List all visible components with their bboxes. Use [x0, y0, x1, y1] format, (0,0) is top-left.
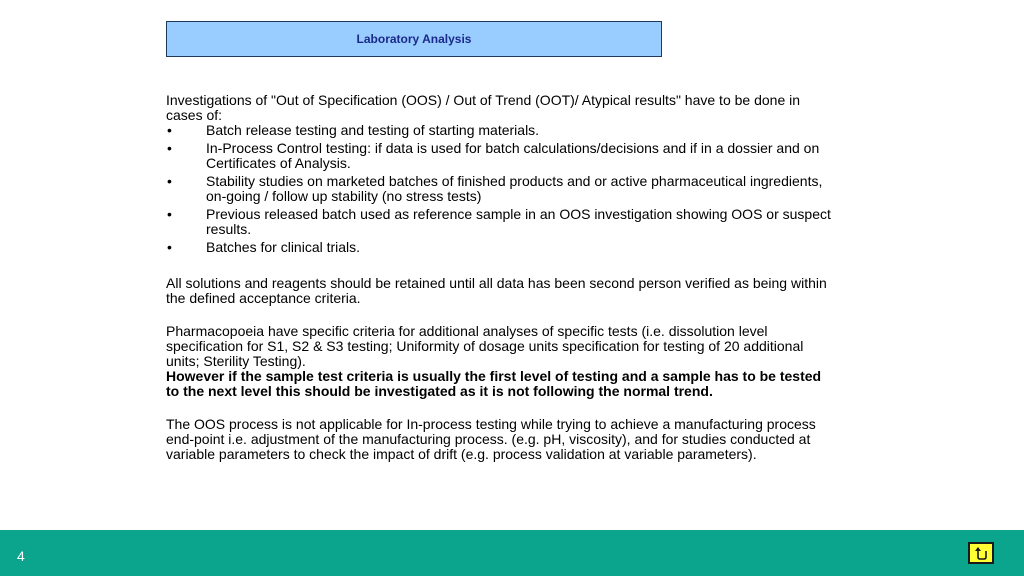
bullet-text: In-Process Control testing: if data is used for batch calculations/decisions and if in a dossier and on Certificates of Analysis.: [206, 140, 820, 171]
bullet-marker: •: [167, 206, 172, 222]
return-arrow-icon: [973, 545, 989, 561]
title-box: [166, 21, 662, 57]
bullet-marker: •: [167, 239, 172, 255]
bullet-marker: •: [167, 122, 172, 138]
list-item: [166, 174, 834, 204]
bullet-list: [166, 123, 834, 255]
footer-bar: [0, 530, 1024, 576]
slide-title: Laboratory Analysis: [356, 32, 472, 46]
list-item: [166, 240, 834, 255]
bullet-text: Batches for clinical trials.: [206, 239, 361, 255]
bullet-marker: •: [167, 140, 172, 156]
bullet-marker: •: [167, 173, 172, 189]
pharmacopoeia-paragraph: Pharmacopoeia have specific criteria for additional analyses of specific tests (i.e. dissolution level specification for S1, S2 & S3 testing; Uniformity of dosage units specification for testing of 20 additional units; Sterility Testing).: [166, 323, 804, 369]
oos-paragraph: The OOS process is not applicable for In-process testing while trying to achieve a manufacturing process end-point i.e. adjustment of the manufacturing process. (e.g. pH, viscosity), and for studies conducted at variable parameters to check the impact of drift (e.g. process validation at variable parameters).: [166, 416, 816, 462]
list-item: [166, 123, 834, 138]
return-button[interactable]: [968, 542, 994, 564]
bullet-text: Previous released batch used as reference sample in an OOS investigation showing OOS or suspect results.: [206, 206, 831, 237]
slide-content: [166, 93, 834, 462]
retain-paragraph: All solutions and reagents should be retained until all data has been second person verified as being within the defined acceptance criteria.: [166, 275, 827, 306]
bullet-text: Stability studies on marketed batches of finished products and or active pharmaceutical ingredients, on-going / follow up stability (no stress tests): [206, 173, 823, 204]
list-item: [166, 141, 834, 171]
page-number: 4: [17, 548, 25, 564]
intro-paragraph: Investigations of "Out of Specification (OOS) / Out of Trend (OOT)/ Atypical results" have to be done in cases of:: [166, 92, 801, 123]
list-item: [166, 207, 834, 237]
bullet-text: Batch release testing and testing of starting materials.: [206, 122, 540, 138]
bold-paragraph: However if the sample test criteria is usually the first level of testing and a sample has to be tested to the next level this should be investigated as it is not following the normal trend.: [166, 368, 822, 399]
